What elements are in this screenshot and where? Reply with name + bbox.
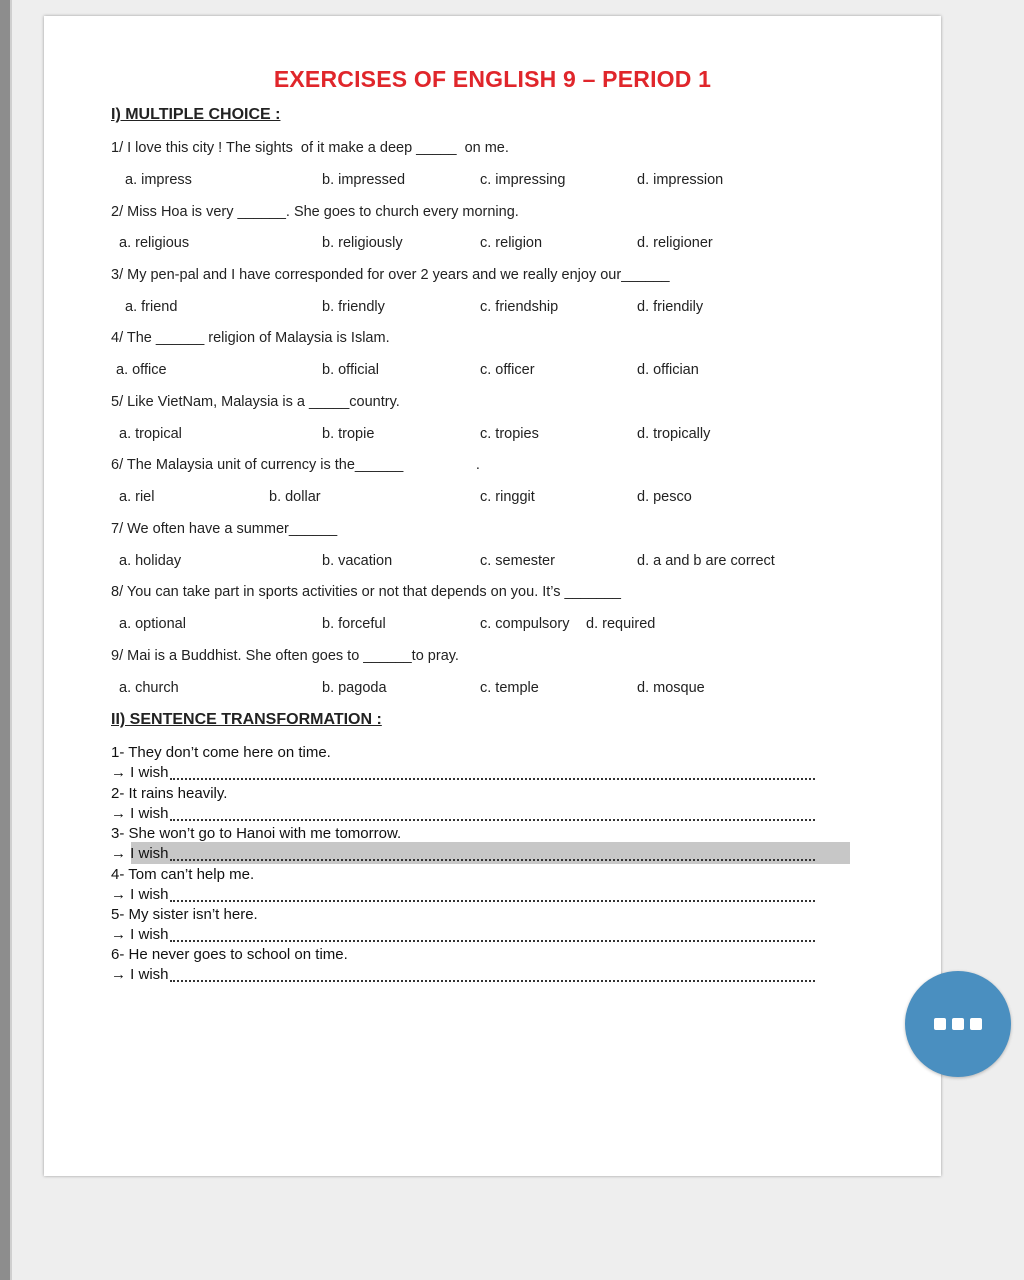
transformation-4-sentence: 4- Tom can’t help me. <box>111 866 255 883</box>
question-7: 7/ We often have a summer______ <box>111 521 338 537</box>
q4-option-c: c. officer <box>480 362 535 378</box>
document-page <box>44 16 941 1176</box>
q2-option-d: d. religioner <box>637 235 713 251</box>
transformation-6-answer-prompt: → I wish <box>111 966 169 983</box>
question-2: 2/ Miss Hoa is very ______. She goes to church every morning. <box>111 204 519 220</box>
question-6: 6/ The Malaysia unit of currency is the______ . <box>111 457 480 473</box>
q1-option-d: d. impression <box>637 172 724 188</box>
transformation-2-answer-prompt: → I wish <box>111 805 169 822</box>
q3-option-c: c. friendship <box>480 299 559 315</box>
q9-option-d: d. mosque <box>637 680 705 696</box>
transformation-3-answer-line[interactable] <box>170 857 815 861</box>
more-options-button[interactable] <box>905 971 1011 1077</box>
q4-option-a: a. office <box>116 362 167 378</box>
transformation-3-answer-prompt: → I wish <box>111 845 169 862</box>
transformation-6-answer-line[interactable] <box>170 978 815 982</box>
q8-option-a: a. optional <box>119 616 186 632</box>
q7-option-d: d. a and b are correct <box>637 553 775 569</box>
viewer-left-edge-highlight <box>10 0 12 1280</box>
transformation-4-answer-line[interactable] <box>170 898 815 902</box>
q9-option-b: b. pagoda <box>322 680 387 696</box>
q8-option-c: c. compulsory <box>480 616 570 632</box>
transformation-3-sentence: 3- She won’t go to Hanoi with me tomorrow. <box>111 825 402 842</box>
q8-option-b: b. forceful <box>322 616 386 632</box>
q8-option-d: d. required <box>586 616 656 632</box>
q9-option-a: a. church <box>119 680 179 696</box>
q3-option-a: a. friend <box>125 299 178 315</box>
q3-option-d: d. friendily <box>637 299 704 315</box>
transformation-5-answer-line[interactable] <box>170 938 815 942</box>
q4-option-b: b. official <box>322 362 379 378</box>
question-8: 8/ You can take part in sports activities or not that depends on you. It’s _______ <box>111 584 621 600</box>
transformation-6-sentence: 6- He never goes to school on time. <box>111 946 348 963</box>
transformation-4-answer-prompt: → I wish <box>111 886 169 903</box>
transformation-5-answer-prompt: → I wish <box>111 926 169 943</box>
more-horizontal-icon-dot-3 <box>970 1018 982 1030</box>
section-heading-sentence-transformation: II) SENTENCE TRANSFORMATION : <box>111 711 382 728</box>
q5-option-a: a. tropical <box>119 426 182 442</box>
q2-option-c: c. religion <box>480 235 543 251</box>
transformation-2-answer-line[interactable] <box>170 817 815 821</box>
question-9: 9/ Mai is a Buddhist. She often goes to ______to pray. <box>111 648 459 664</box>
transformation-1-answer-prompt: → I wish <box>111 764 169 781</box>
q6-option-a: a. riel <box>119 489 155 505</box>
question-5: 5/ Like VietNam, Malaysia is a _____country. <box>111 394 400 410</box>
viewer-left-edge <box>0 0 10 1280</box>
transformation-1-answer-line[interactable] <box>170 776 815 780</box>
q9-option-c: c. temple <box>480 680 539 696</box>
q7-option-b: b. vacation <box>322 553 393 569</box>
q3-option-b: b. friendly <box>322 299 385 315</box>
question-1: 1/ I love this city ! The sights of it make a deep _____ on me. <box>111 140 509 156</box>
transformation-1-sentence: 1- They don’t come here on time. <box>111 744 331 761</box>
section-heading-multiple-choice: I) MULTIPLE CHOICE : <box>111 106 281 123</box>
q7-option-c: c. semester <box>480 553 555 569</box>
q2-option-b: b. religiously <box>322 235 403 251</box>
q6-option-c: c. ringgit <box>480 489 535 505</box>
question-4: 4/ The ______ religion of Malaysia is Islam. <box>111 330 390 346</box>
q5-option-b: b. tropie <box>322 426 375 442</box>
q2-option-a: a. religious <box>119 235 190 251</box>
transformation-5-sentence: 5- My sister isn’t here. <box>111 906 258 923</box>
q4-option-d: d. offician <box>637 362 699 378</box>
q1-option-b: b. impressed <box>322 172 406 188</box>
transformation-2-sentence: 2- It rains heavily. <box>111 785 228 802</box>
q1-option-c: c. impressing <box>480 172 566 188</box>
q6-option-b: b. dollar <box>269 489 321 505</box>
q7-option-a: a. holiday <box>119 553 182 569</box>
q5-option-d: d. tropically <box>637 426 711 442</box>
more-horizontal-icon-dot-2 <box>952 1018 964 1030</box>
more-horizontal-icon <box>934 1018 946 1030</box>
page-title: EXERCISES OF ENGLISH 9 – PERIOD 1 <box>273 66 712 92</box>
q6-option-d: d. pesco <box>637 489 692 505</box>
q1-option-a: a. impress <box>125 172 192 188</box>
q5-option-c: c. tropies <box>480 426 539 442</box>
question-3: 3/ My pen-pal and I have corresponded for over 2 years and we really enjoy our______ <box>111 267 670 283</box>
